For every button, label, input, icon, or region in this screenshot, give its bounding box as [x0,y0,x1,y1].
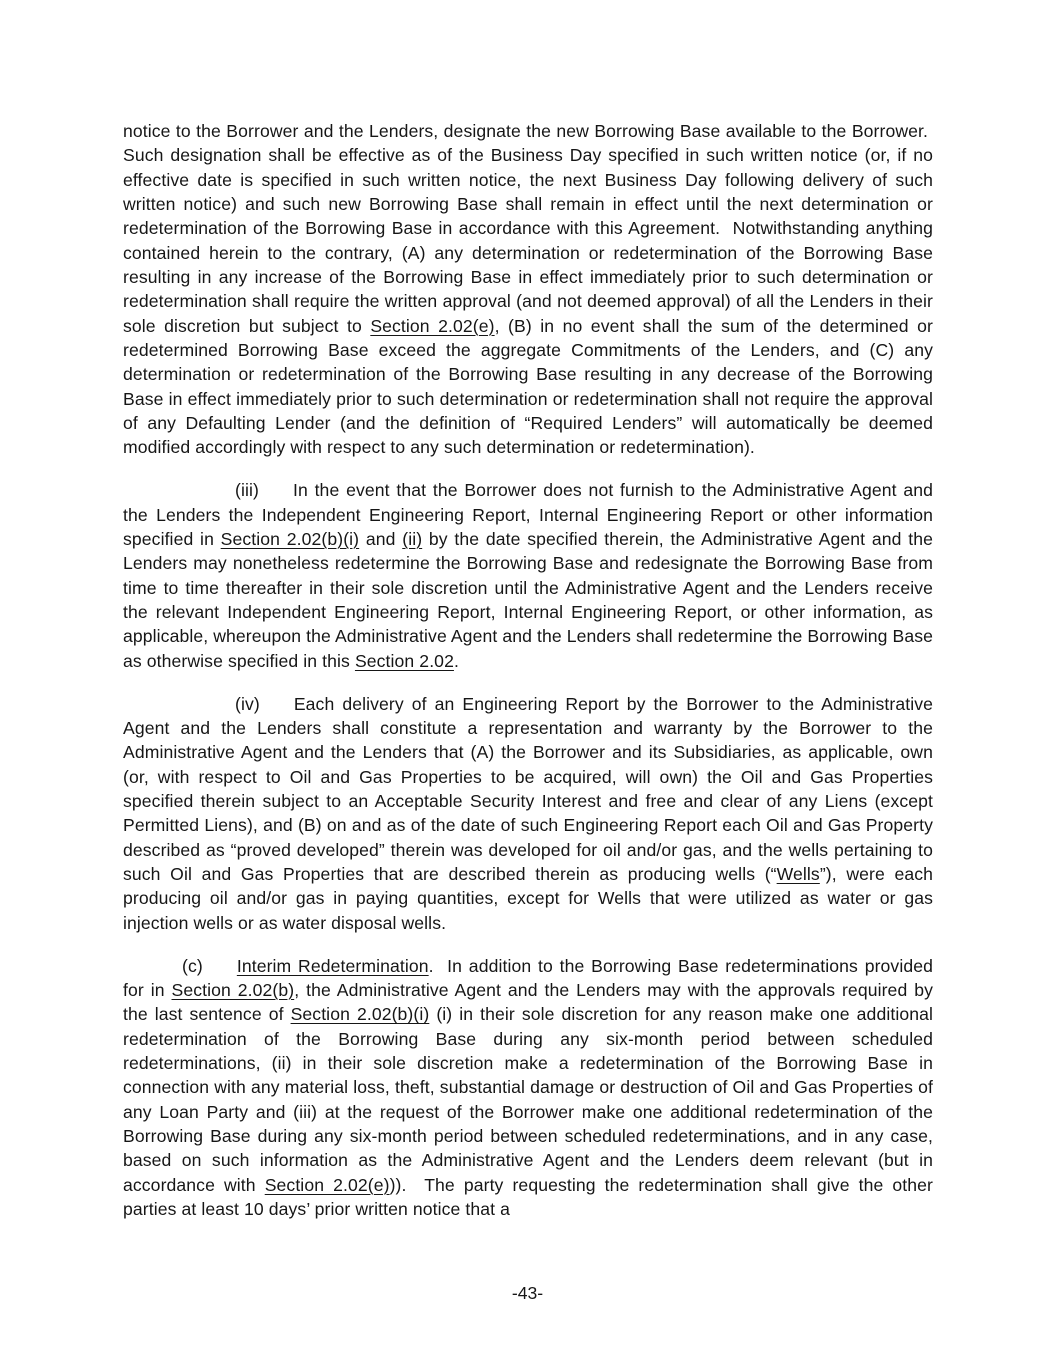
text-run: , the Administrative Agent and the Lenders may with the approvals required by the last sentence of [123,979,933,1025]
text-run: (iii) [235,480,259,501]
underlined-text-run: Section 2.02(e) [370,315,495,336]
underlined-text-run: Section 2.02(b)(i) [290,1004,430,1025]
document-body [123,119,933,1240]
paragraph-c-interim-redetermination [123,954,933,1222]
underlined-text-run: Section 2.02 [354,650,454,671]
text-run: notice to the Borrower and the Lenders, designate the new Borrowing Base available to the Borrower. Such designation shall be effective as of the Business Day specified in such written notice (or, if no effective date is specified in such written notice, the next Business Day following delivery of such written notice) and such new Borrowing Base shall remain in effect until the next determination or redetermination of the Borrowing Base in accordance with this Agreement. Notwithstanding anything contained herein to the contrary, (A) any determination or redetermination of the Borrowing Base resulting in any increase of the Borrowing Base in effect immediately prior to such determination or redetermination shall require the written approval (and not deemed approval) of all the Lenders in their sole discretion but subject to [123,121,933,336]
underlined-text-run: Interim Redetermination [236,955,429,976]
underlined-text-run: Section 2.02(e) [264,1174,390,1195]
page-number: -43- [511,1283,544,1303]
underlined-text-run: (ii) [402,529,423,549]
text-run: In the event that the Borrower does not furnish to the Administrative Agent and the Lenders the Independent Engineering Report, Internal Engineering Report or other information specified in [123,480,933,549]
text-run: (i) in their sole discretion for any reason make one additional redetermination of the Borrowing Base during any six-month period between scheduled redeterminations, (ii) in their sole discretion make a redetermination of the Borrowing Base in connection with any material loss, theft, substantial damage or destruction of Oil and Gas Properties of any Loan Party and (iii) at the request of the Borrower make one additional redetermination of the Borrowing Base during any six-month period between scheduled redeterminations, and in any case, based on such information as the Administrative Agent and the Lenders deem relevant (but in accordance with [123,1004,933,1195]
paragraph-iii-engineering-report-redetermination [123,478,933,673]
text-run: , (B) in no event shall the sum of the determined or redetermined Borrowing Base exceed the aggregate Commitments of the Lenders, and (C) any determination or redetermination of the Borrowing Base resulting in any decrease of the Borrowing Base in effect immediately prior to such determination or redetermination shall not require the approval of any Defaulting Lender (and the definition of “Required Lenders” will automatically be deemed modified accordingly with respect to any such determination or redetermination). [123,315,933,458]
underlined-text-run: Section 2.02(b)(i) [220,529,360,549]
text-run: (iv) [235,693,260,714]
text-run: . [453,650,459,671]
text-run: Each delivery of an Engineering Report by the Borrower to the Administrative Agent and the Lenders shall constitute a representation and warranty by the Borrower to the Administrative Agent and the Lenders that (A) the Borrower and its Subsidiaries, as applicable, own (or, with respect to Oil and Gas Properties to be acquired, will own) the Oil and Gas Properties specified therein subject to an Acceptable Security Interest and free and clear of any Liens (except Permitted Liens), and (B) on and as of the date of such Engineering Report each Oil and Gas Property described as “proved developed” therein was developed for oil and/or gas, and the wells pertaining to such Oil and Gas Properties that are described therein as producing wells (“ [123,693,933,884]
text-run: by the date specified therein, the Administrative Agent and the Lenders may nonetheless redetermine the Borrowing Base and redesignate the Borrowing Base from time to time thereafter in their sole discretion until the Administrative Agent and the Lenders receive the relevant Independent Engineering Report, Internal Engineering Report, or other information, as applicable, whereupon the Administrative Agent and the Lenders shall redetermine the Borrowing Base as otherwise specified in this [123,529,933,671]
text-run: )). The party requesting the redetermination shall give the other parties at least 10 days’ prior written notice that a [123,1174,933,1219]
text-run: (c) [182,955,203,976]
text-run: and [359,529,403,549]
text-run: ”), were each producing oil and/or gas in paying quantities, except for Wells that were utilized as water or gas injection wells or as water disposal wells. [123,863,934,933]
underlined-text-run: Wells [776,863,820,884]
underlined-text-run: Section 2.02(b) [171,979,295,1000]
paragraph-borrowing-base-continuation [123,119,933,460]
text-run: . In addition to the Borrowing Base redeterminations provided for in [123,955,933,1000]
paragraph-iv-engineering-report-warranty [123,692,933,935]
